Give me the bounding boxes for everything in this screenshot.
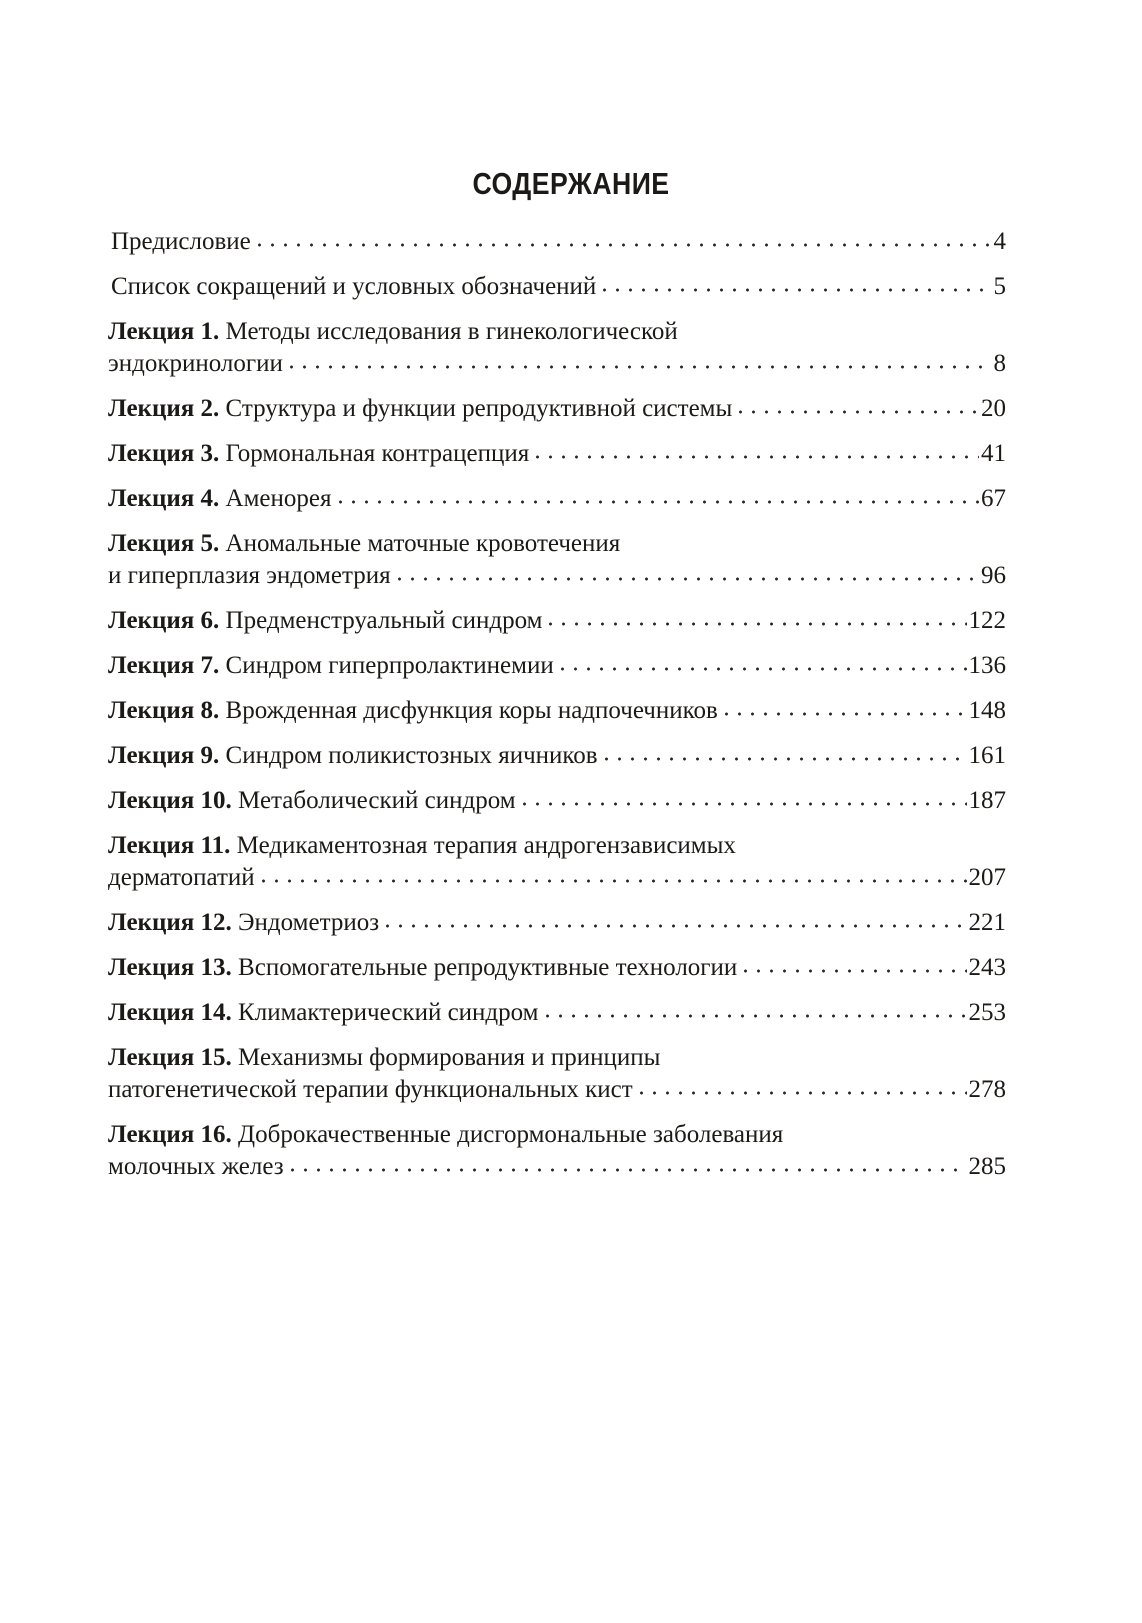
toc-line — [108, 1151, 1006, 1183]
toc-entry-lines — [108, 316, 1006, 380]
lecture-number: Лекция 11. — [108, 832, 231, 859]
toc-line-text — [108, 483, 332, 515]
toc-entry[interactable] — [108, 952, 1006, 984]
toc-entry-lines — [108, 393, 1006, 425]
toc-entry-lines — [108, 438, 1006, 470]
dot-leader — [600, 742, 967, 762]
lecture-number: Лекция 12. — [108, 909, 232, 936]
dot-leader — [556, 652, 967, 672]
toc-entry[interactable] — [108, 907, 1006, 939]
toc-line — [108, 1042, 1006, 1074]
toc-entry[interactable] — [108, 438, 1006, 470]
entry-title: Эндометриоз — [238, 909, 380, 936]
toc-line — [108, 695, 1006, 727]
lecture-number: Лекция 14. — [108, 999, 232, 1026]
toc-line-text — [108, 1119, 783, 1151]
dot-leader — [286, 1153, 967, 1173]
toc-entry[interactable] — [108, 605, 1006, 637]
entry-title: Структура и функции репродуктивной системы — [225, 395, 733, 422]
toc-line-text — [108, 348, 283, 380]
toc-line-text — [108, 1042, 660, 1074]
toc-line — [108, 997, 1006, 1029]
toc-entry-lines — [108, 528, 1006, 592]
entry-title: Метаболический синдром — [238, 787, 516, 814]
toc-line — [108, 1074, 1006, 1106]
toc-line-text — [108, 1074, 633, 1106]
lecture-number: Лекция 5. — [108, 530, 220, 557]
dot-leader — [381, 909, 966, 929]
toc-line-text — [108, 740, 598, 772]
entry-title: дерматопатий — [108, 864, 255, 891]
toc-entry[interactable] — [108, 695, 1006, 727]
toc-line-text — [108, 830, 736, 862]
dot-leader — [541, 999, 967, 1019]
table-of-contents — [108, 226, 1006, 1196]
toc-line — [108, 740, 1006, 772]
dot-leader — [531, 440, 979, 460]
toc-entry[interactable] — [108, 393, 1006, 425]
toc-line — [108, 862, 1006, 894]
toc-entry[interactable] — [108, 528, 1006, 592]
toc-line-text — [108, 316, 678, 348]
toc-line-text — [108, 1151, 284, 1183]
toc-entry-lines — [108, 785, 1006, 817]
lecture-number: Лекция 4. — [108, 485, 220, 512]
toc-line-text — [108, 650, 554, 682]
toc-line-text — [108, 785, 516, 817]
lecture-number: Лекция 1. — [108, 318, 220, 345]
toc-line — [111, 226, 1006, 258]
toc-line — [108, 1119, 1006, 1151]
page-number: 122 — [968, 607, 1006, 634]
toc-entry[interactable] — [108, 997, 1006, 1029]
lecture-number: Лекция 7. — [108, 652, 220, 679]
lecture-number: Лекция 13. — [108, 954, 232, 981]
page-number: 161 — [968, 742, 1006, 769]
toc-line — [108, 650, 1006, 682]
entry-title: Синдром гиперпролактинемии — [225, 652, 554, 679]
entry-title: Медикаментозная терапия андрогензависимых — [236, 832, 736, 859]
page-number: 8 — [993, 350, 1006, 377]
entry-title: Аномальные маточные кровотечения — [225, 530, 621, 557]
toc-line-text — [108, 907, 379, 939]
lecture-number: Лекция 16. — [108, 1121, 232, 1148]
toc-entry-lines — [108, 605, 1006, 637]
page-number: 207 — [968, 864, 1006, 891]
toc-line — [108, 785, 1006, 817]
toc-line — [108, 952, 1006, 984]
dot-leader — [285, 350, 992, 370]
dot-leader — [393, 562, 979, 582]
toc-line-text — [108, 605, 542, 637]
page-number: 187 — [968, 787, 1006, 814]
entry-title: Методы исследования в гинекологической — [225, 318, 678, 345]
dot-leader — [739, 954, 966, 974]
toc-line — [108, 605, 1006, 637]
toc-entry[interactable] — [108, 1119, 1006, 1183]
toc-entry-lines — [108, 952, 1006, 984]
entry-title: Механизмы формирования и принципы — [238, 1044, 661, 1071]
page-number: 148 — [968, 697, 1006, 724]
dot-leader — [598, 273, 991, 293]
toc-line-text — [108, 528, 620, 560]
page-title: СОДЕРЖАНИЕ — [472, 166, 670, 201]
page-number: 253 — [968, 999, 1006, 1026]
toc-line-text — [108, 560, 391, 592]
lecture-number: Лекция 8. — [108, 697, 220, 724]
toc-line — [108, 438, 1006, 470]
toc-line — [108, 393, 1006, 425]
toc-line-text — [111, 271, 596, 303]
toc-entry-lines — [108, 1119, 1006, 1183]
toc-line — [111, 271, 1006, 303]
toc-line-text — [108, 952, 737, 984]
toc-entry[interactable] — [108, 650, 1006, 682]
page-number: 136 — [968, 652, 1006, 679]
dot-leader — [253, 228, 992, 248]
toc-entry[interactable] — [108, 316, 1006, 380]
lecture-number: Лекция 10. — [108, 787, 232, 814]
entry-title: Врожденная дисфункция коры надпочечников — [225, 697, 718, 724]
lecture-number: Лекция 6. — [108, 607, 220, 634]
toc-entry-lines — [108, 271, 1006, 303]
page-number: 5 — [993, 273, 1006, 300]
dot-leader — [518, 787, 967, 807]
toc-entry-lines — [108, 650, 1006, 682]
lecture-number: Лекция 15. — [108, 1044, 232, 1071]
entry-title: Предменструальный синдром — [225, 607, 543, 634]
lecture-number: Лекция 3. — [108, 440, 220, 467]
dot-leader — [544, 607, 966, 627]
entry-title: Гормональная контрацепция — [225, 440, 530, 467]
dot-leader — [334, 485, 980, 505]
page-number: 221 — [968, 909, 1006, 936]
entry-title: Доброкачественные дисгормональные заболевания — [238, 1121, 784, 1148]
toc-entry[interactable] — [108, 1042, 1006, 1106]
toc-line-text — [111, 226, 251, 258]
entry-title: Предисловие — [111, 228, 251, 255]
entry-title: Климактерический синдром — [238, 999, 539, 1026]
entry-title: Список сокращений и условных обозначений — [111, 273, 597, 300]
dot-leader — [635, 1076, 967, 1096]
toc-entry-lines — [108, 830, 1006, 894]
toc-entry[interactable] — [108, 483, 1006, 515]
dot-leader — [734, 395, 979, 415]
page-number: 4 — [993, 228, 1006, 255]
toc-line-text — [108, 393, 732, 425]
lecture-number: Лекция 2. — [108, 395, 220, 422]
toc-entry-lines — [108, 740, 1006, 772]
page-number: 285 — [968, 1153, 1006, 1180]
page-number: 96 — [981, 562, 1006, 589]
dot-leader — [257, 864, 967, 884]
toc-line-text — [108, 862, 255, 894]
toc-line — [108, 830, 1006, 862]
entry-title: молочных желез — [108, 1153, 284, 1180]
toc-line — [108, 560, 1006, 592]
entry-title: патогенетической терапии функциональных кист — [108, 1076, 633, 1103]
toc-entry-lines — [108, 695, 1006, 727]
toc-line-text — [108, 438, 529, 470]
toc-line-text — [108, 695, 718, 727]
toc-entry[interactable] — [108, 740, 1006, 772]
toc-line — [108, 907, 1006, 939]
entry-title: и гиперплазия эндометрия — [108, 562, 391, 589]
toc-entry[interactable] — [108, 226, 1006, 258]
toc-line-text — [108, 997, 539, 1029]
toc-entry-lines — [108, 483, 1006, 515]
toc-line — [108, 316, 1006, 348]
page-number: 20 — [981, 395, 1006, 422]
toc-line — [108, 483, 1006, 515]
toc-line — [108, 528, 1006, 560]
page-number: 41 — [981, 440, 1006, 467]
dot-leader — [720, 697, 967, 717]
toc-entry[interactable] — [108, 830, 1006, 894]
toc-entry-lines — [108, 226, 1006, 258]
entry-title: Аменорея — [225, 485, 332, 512]
toc-line — [108, 348, 1006, 380]
toc-entry-lines — [108, 997, 1006, 1029]
page-number: 278 — [968, 1076, 1006, 1103]
entry-title: эндокринологии — [108, 350, 283, 377]
toc-entry-lines — [108, 907, 1006, 939]
entry-title: Синдром поликистозных яичников — [225, 742, 598, 769]
page-number: 67 — [981, 485, 1006, 512]
entry-title: Вспомогательные репродуктивные технологии — [238, 954, 738, 981]
lecture-number: Лекция 9. — [108, 742, 220, 769]
toc-entry[interactable] — [108, 271, 1006, 303]
toc-entry-lines — [108, 1042, 1006, 1106]
toc-entry[interactable] — [108, 785, 1006, 817]
page-number: 243 — [968, 954, 1006, 981]
